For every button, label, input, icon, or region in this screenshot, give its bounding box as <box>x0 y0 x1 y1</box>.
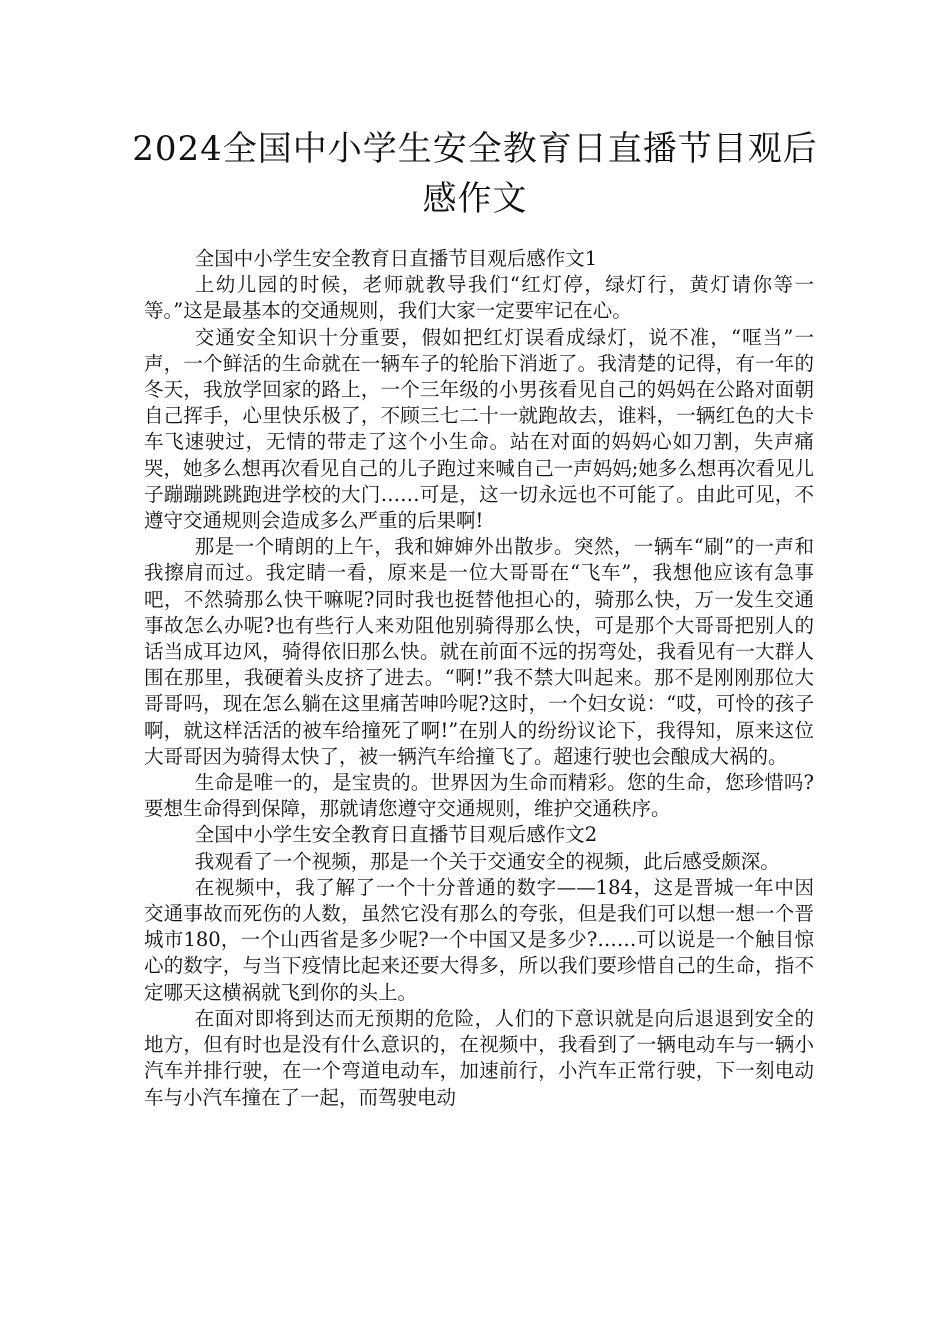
paragraph: 生命是唯一的，是宝贵的。世界因为生命而精彩。您的生命，您珍惜吗?要想生命得到保障，那就请您遵守交通规则，维护交通秩序。 <box>144 771 814 821</box>
section-heading-2: 全国中小学生安全教育日直播节目观后感作文2 <box>194 823 598 847</box>
paragraph: 那是一个晴朗的上午，我和婶婶外出散步。突然，一辆车“刷”的一声和我擦肩而过。我定睛一看，原来是一位大哥哥在“飞车”，我想他应该有急事吧，不然骑那么快干嘛呢?同时我也挺替他担心的，骑那么快，万一发生交通事故怎么办呢?也有些行人来劝阻他别骑得那么快，可是那个大哥哥把别人的话当成耳边风，骑得依旧那么快。就在前面不远的拐弯处，我看见有一大群人围在那里，我硬着头皮挤了进去。“啊!”我不禁大叫起来。那不是刚刚那位大哥哥吗，现在怎么躺在这里痛苦呻吟呢?这时，一个妇女说：“哎，可怜的孩子啊，就这样活活的被车给撞死了啊!”在别人的纷纷议论下，我得知，原来这位大哥哥因为骑得太快了，被一辆汽车给撞飞了。超速行驶也会酿成大祸的。 <box>144 535 814 768</box>
paragraph: 上幼儿园的时候，老师就教导我们“红灯停，绿灯行，黄灯请你等一等。”这是最基本的交通规则，我们大家一定要牢记在心。 <box>144 273 814 323</box>
paragraph: 在面对即将到达而无预期的危险，人们的下意识就是向后退退到安全的地方，但有时也是没有什么意识的，在视频中，我看到了一辆电动车与一辆小汽车并排行驶，在一个弯道电动车，加速前行，小汽车正常行驶，下一刻电动车与小汽车撞在了一起，而驾驶电动 <box>144 1006 814 1109</box>
paragraph: 我观看了一个视频，那是一个关于交通安全的视频，此后感受颇深。 <box>194 849 780 873</box>
paragraph: 在视频中，我了解了一个十分普通的数字——184，这是晋城一年中因交通事故而死伤的人数，虽然它没有那么的夸张，但是我们可以想一想一个晋城市180，一个山西省是多少呢?一个中国又是多少?……可以说是一个触目惊心的数字，与当下疫情比起来还要大得多，所以我们要珍惜自己的生命，指不定哪天这横祸就飞到你的头上。 <box>144 875 814 1004</box>
section-heading-1: 全国中小学生安全教育日直播节目观后感作文1 <box>194 247 598 270</box>
document-body <box>144 246 814 1111</box>
document-title: 2024全国中小学生安全教育日直播节目观后感作文 <box>132 129 818 219</box>
paragraph: 交通安全知识十分重要，假如把红灯误看成绿灯，说不准，“哐当”一声，一个鲜活的生命就在一辆车子的轮胎下消逝了。我清楚的记得，有一年的冬天，我放学回家的路上，一个三年级的小男孩看见自己的妈妈在公路对面朝自己挥手，心里快乐极了，不顾三七二十一就跑故去，谁料，一辆红色的大卡车飞速驶过，无情的带走了这个小生命。站在对面的妈妈心如刀割，失声痛哭，她多么想再次看见自己的儿子跑过来喊自己一声妈妈;她多么想再次看见儿子蹦蹦跳跳跑进学校的大门……可是，这一切永远也不可能了。由此可见，不遵守交通规则会造成多么严重的后果啊! <box>144 325 814 533</box>
